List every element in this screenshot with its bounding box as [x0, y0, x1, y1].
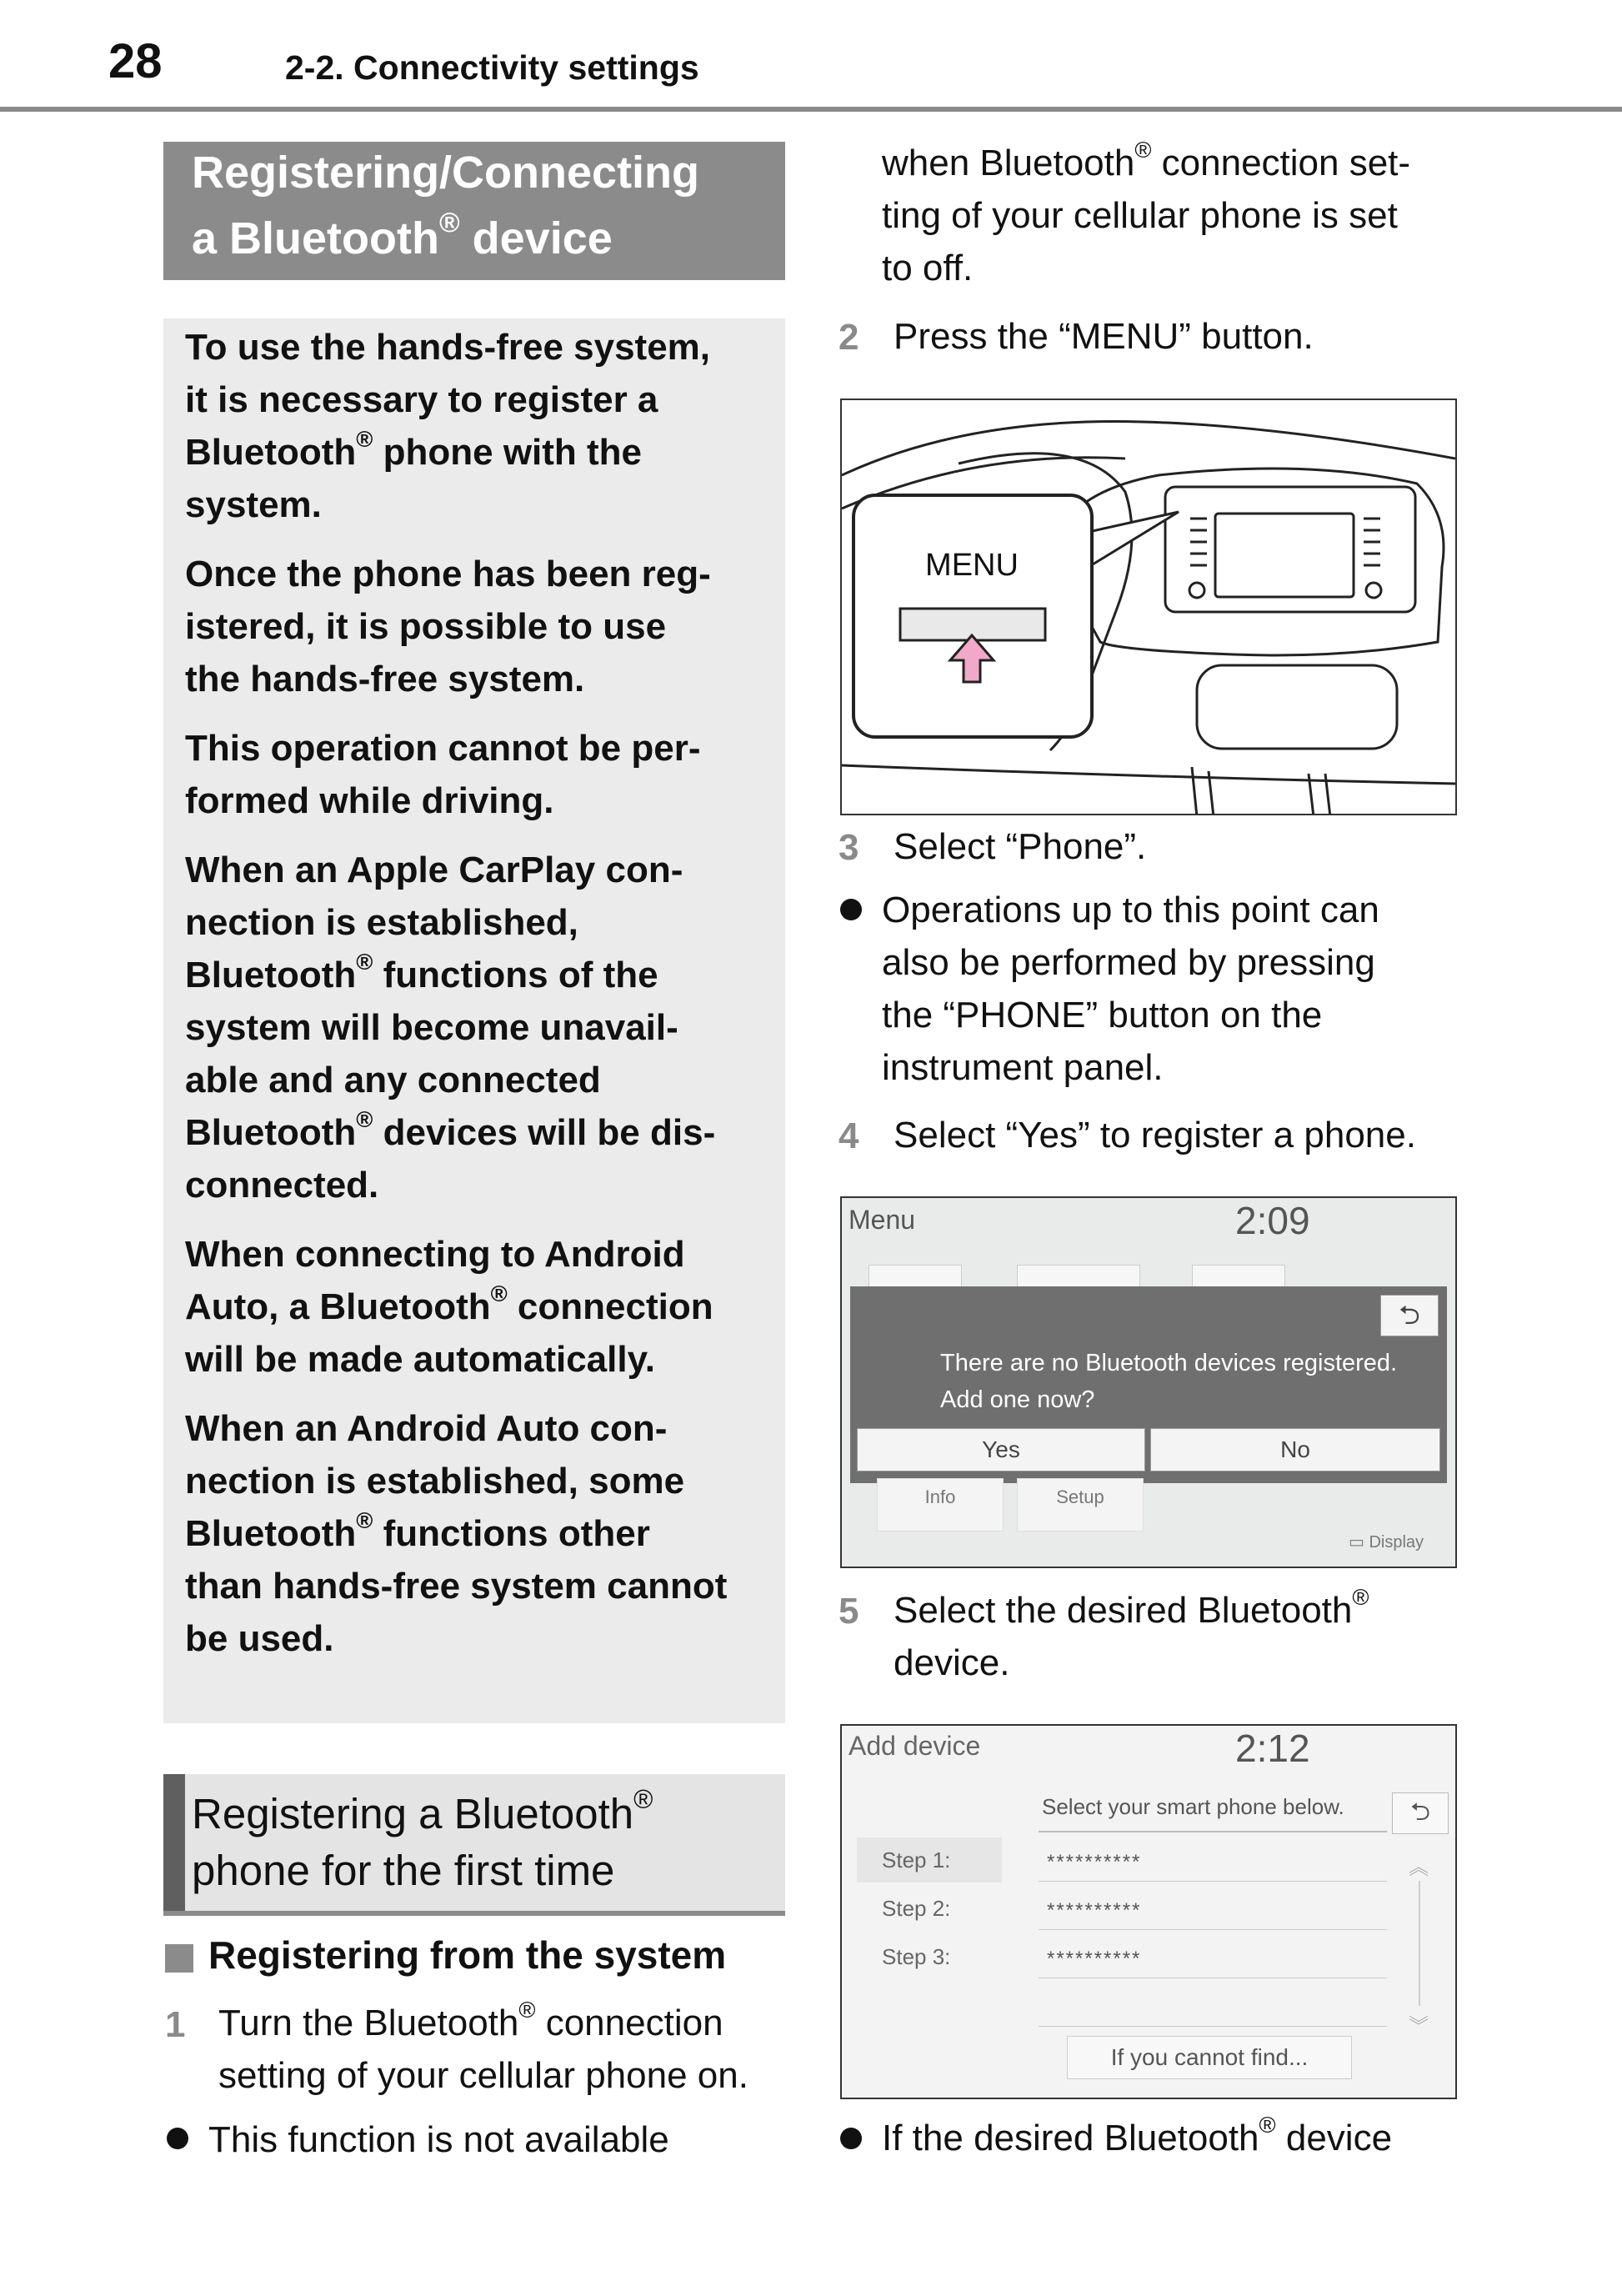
note-paragraph: To use the hands-free system, it is necessary to register a Bluetooth® phone with the system.	[185, 327, 711, 525]
bullet-text: If the desired Bluetooth® device	[882, 2111, 1393, 2158]
lower-vent	[1197, 665, 1397, 749]
back-button[interactable]: ⮌	[1392, 1792, 1449, 1834]
note-paragraph: Once the phone has been reg- istered, it is possible to use the hands-free system.	[185, 554, 711, 699]
square-bullet-icon	[165, 1944, 193, 1973]
device-row[interactable]: **********	[1047, 1851, 1142, 1873]
step-label: Step 3:	[882, 1944, 951, 1969]
screen-clock: 2:12	[1235, 1727, 1310, 1770]
prompt-text: Select your smart phone below.	[1042, 1794, 1344, 1819]
dialog-message: There are no Bluetooth devices registered. Add one now?	[940, 1350, 1398, 1413]
subsection-title: Registering a Bluetooth® phone for the first time	[192, 1783, 653, 1894]
header-divider	[0, 107, 1622, 112]
display-button[interactable]: ▭ Display	[1349, 1533, 1424, 1552]
display-screen	[1215, 514, 1354, 597]
step-label: Step 1:	[882, 1847, 951, 1872]
step-number: 2	[839, 317, 859, 358]
back-button[interactable]: ⮌	[1380, 1295, 1439, 1336]
bullet-icon	[840, 899, 862, 920]
dashboard-illustration	[840, 399, 1457, 815]
section-title: Registering/Connecting a Bluetooth® device	[192, 148, 700, 263]
scroll-up-icon[interactable]: ︽	[1409, 1857, 1429, 1879]
step-text: Turn the Bluetooth® connection setting of your cellular phone on.	[218, 1996, 748, 2096]
display-icon: ▭	[1349, 1533, 1369, 1552]
device-row[interactable]: **********	[1047, 1899, 1142, 1922]
device-row[interactable]: **********	[1047, 1948, 1142, 1970]
note-paragraph: This operation cannot be per- formed while driving.	[185, 728, 701, 821]
subsection-underline	[163, 1911, 785, 1916]
no-button[interactable]: No	[1150, 1428, 1440, 1471]
subsection-accent-bar	[163, 1774, 185, 1916]
step-number: 4	[839, 1115, 859, 1156]
bullet-text-continued: when Bluetooth® connection set- ting of your cellular phone is set to off.	[882, 136, 1411, 288]
setup-tile[interactable]: Setup	[1017, 1478, 1144, 1532]
add-device-screen	[840, 1724, 1457, 2099]
step-text: Select the desired Bluetooth® device.	[894, 1583, 1369, 1683]
scroll-down-icon[interactable]: ︾	[1409, 2015, 1429, 2038]
menu-screen	[840, 1196, 1457, 1568]
info-tile[interactable]: Info	[877, 1478, 1004, 1532]
bullet-text: Operations up to this point can also be performed by pressing the “PHONE” button on the instrument panel.	[882, 890, 1379, 1088]
step-number: 1	[165, 2004, 186, 2045]
note-paragraph: When an Apple CarPlay con- nection is established, Bluetooth® functions of the system will become unavail- able and any connected Bluetooth® devices will be dis- connected.	[185, 850, 716, 1206]
dashboard-outline	[842, 422, 1455, 475]
cannot-find-button[interactable]: If you cannot find...	[1067, 2036, 1352, 2079]
screen-clock: 2:09	[1235, 1199, 1310, 1242]
step-number: 5	[839, 1591, 859, 1632]
procedure-heading: Registering from the system	[208, 1933, 727, 1977]
bullet-text: This function is not available	[208, 2119, 669, 2160]
screen-title: Menu	[849, 1205, 916, 1235]
chapter-title: 2-2. Connectivity settings	[285, 48, 699, 87]
step-text: Press the “MENU” button.	[894, 316, 1314, 357]
note-text	[185, 321, 768, 1682]
yes-button[interactable]: Yes	[857, 1428, 1145, 1471]
menu-label: MENU	[925, 548, 1019, 583]
screen-title: Add device	[849, 1731, 981, 1761]
step-text: Select “Phone”.	[894, 826, 1147, 867]
scrollbar[interactable]	[1419, 1881, 1420, 2006]
step-label: Step 2:	[882, 1896, 951, 1921]
note-paragraph: When an Android Auto con- nection is established, some Bluetooth® functions other than hands-free system cannot be used.	[185, 1408, 728, 1659]
bullet-icon	[167, 2128, 188, 2149]
step-text: Select “Yes” to register a phone.	[894, 1115, 1416, 1156]
note-paragraph: When connecting to Android Auto, a Bluetooth® connection will be made automatically.	[185, 1234, 713, 1380]
page-number: 28	[108, 34, 163, 88]
bullet-icon	[840, 2128, 862, 2149]
step-number: 3	[839, 827, 859, 868]
